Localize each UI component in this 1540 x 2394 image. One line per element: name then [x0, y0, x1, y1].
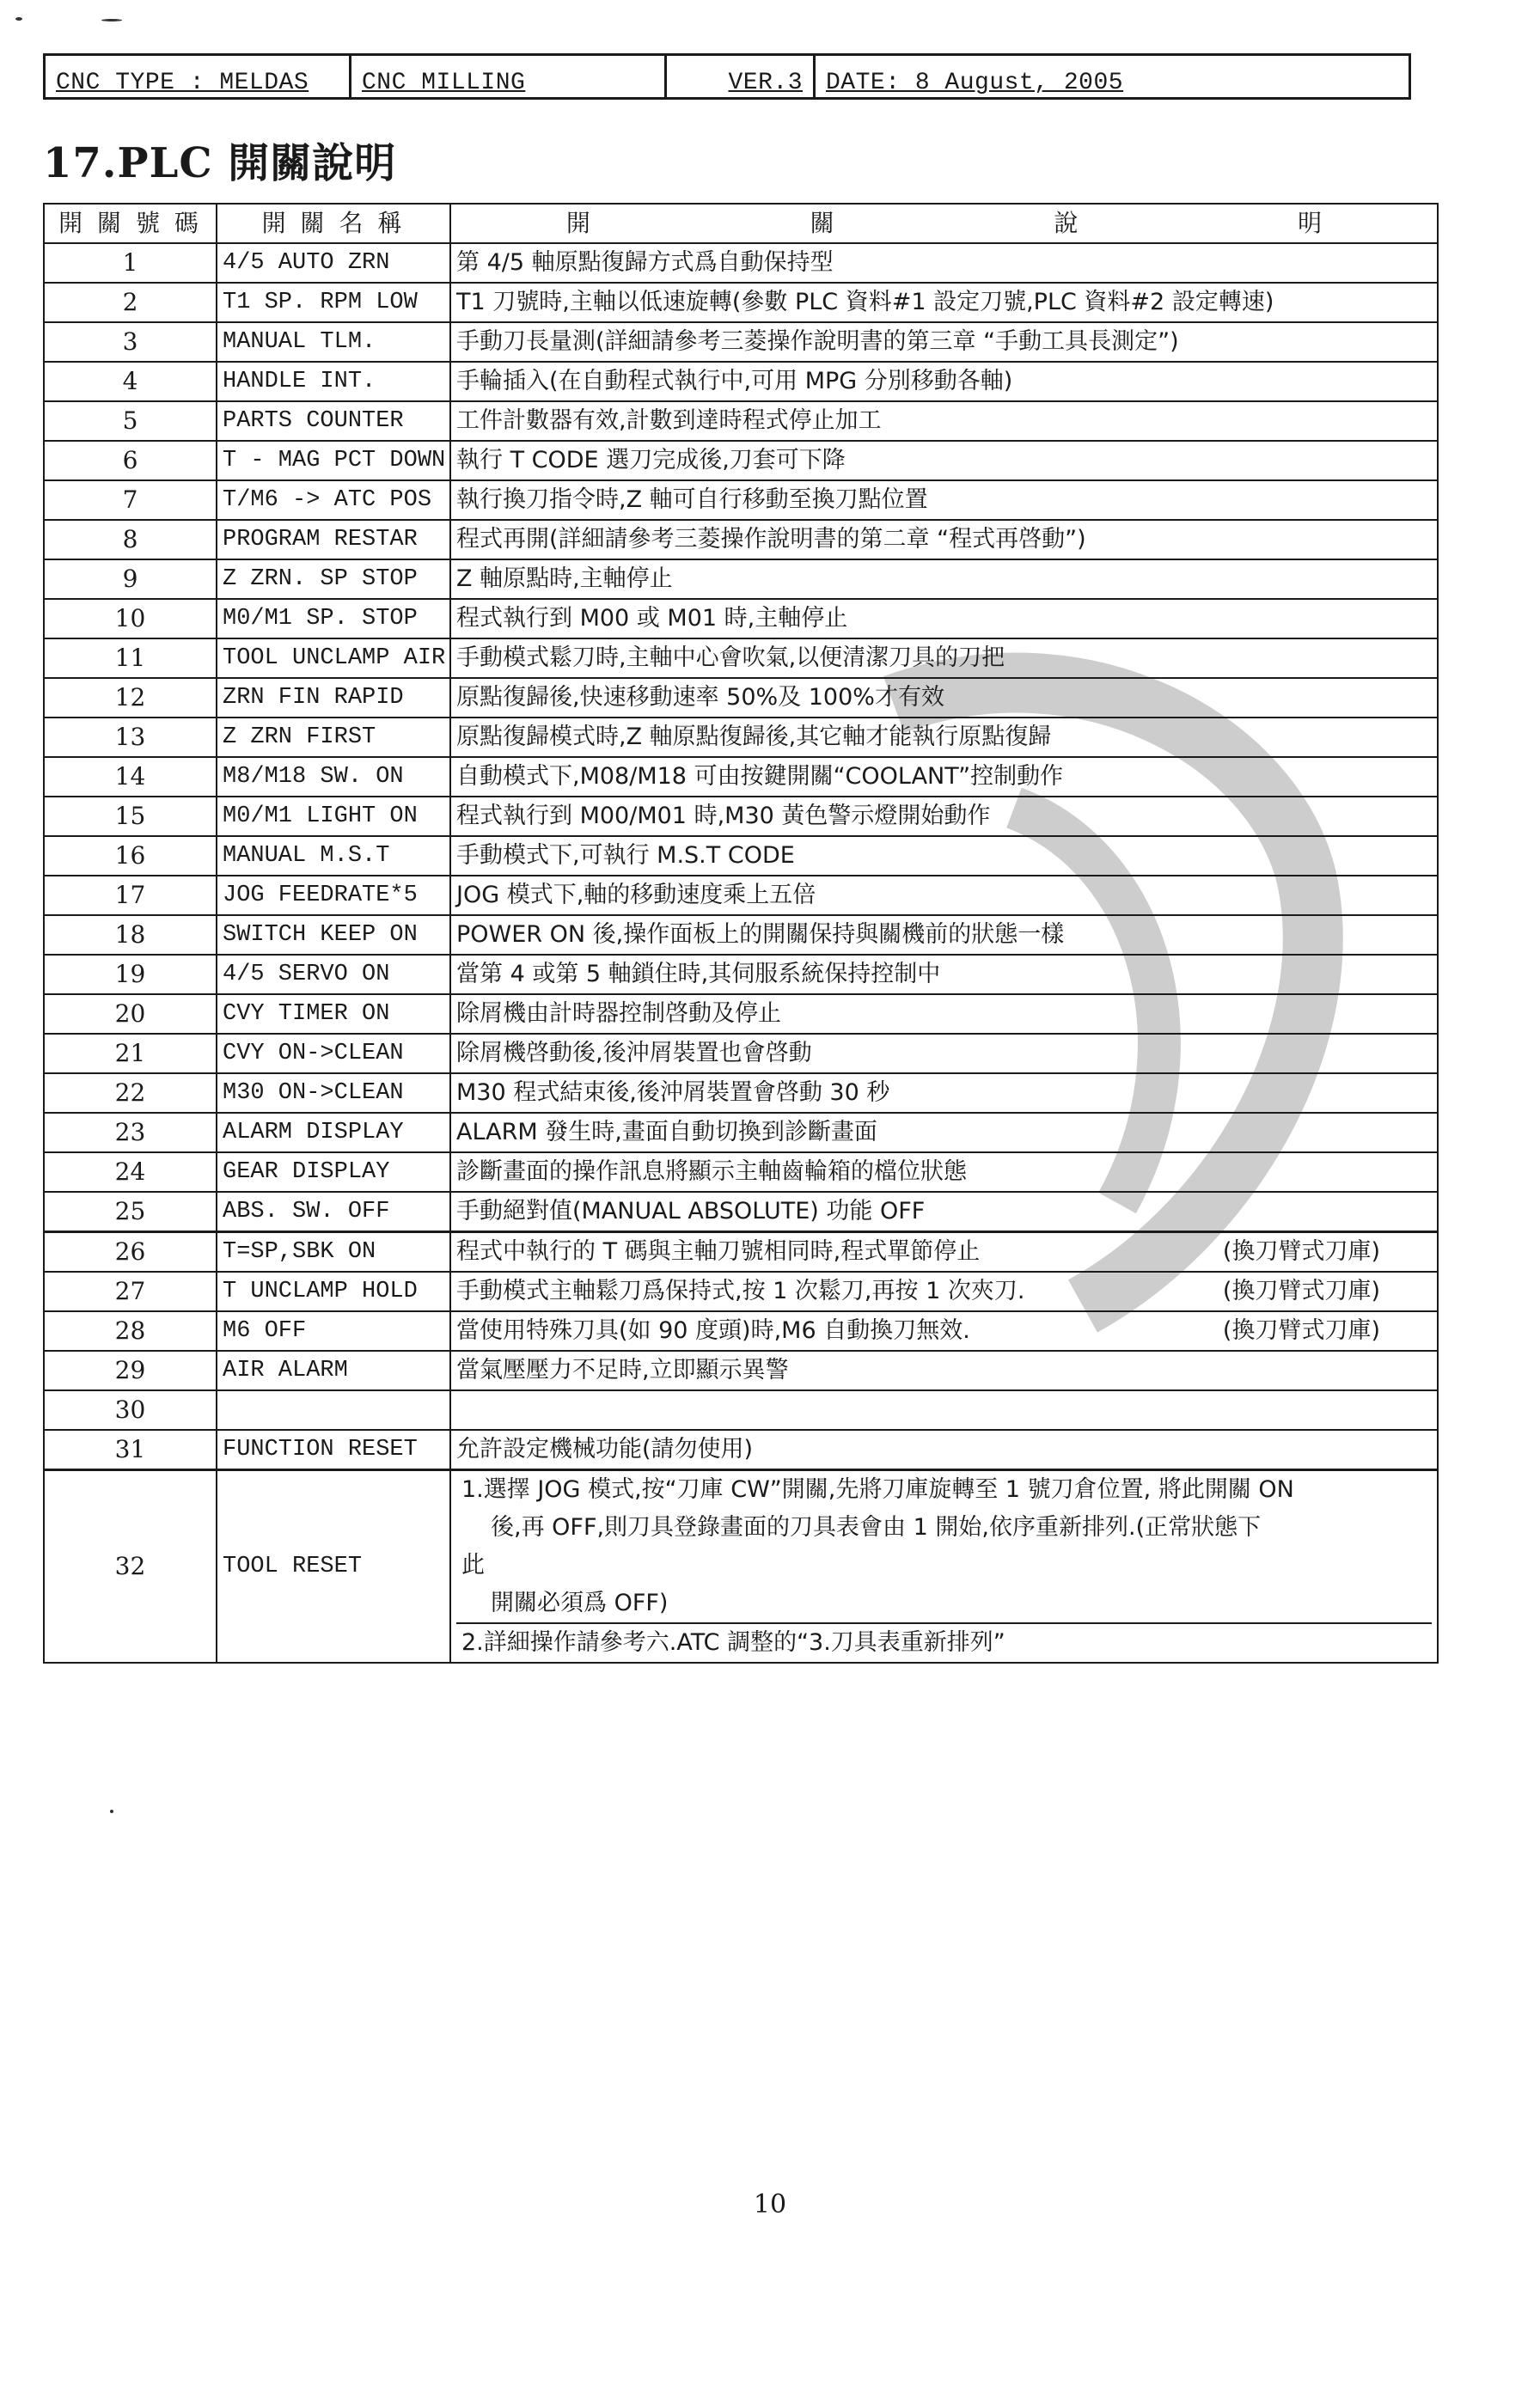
row-switch-name: 4/5 SERVO ON — [217, 955, 450, 994]
row-switch-name — [217, 1390, 450, 1430]
row-description — [450, 1311, 1438, 1351]
header-switch-description — [450, 204, 1438, 243]
row-description — [450, 638, 1438, 678]
row-description — [450, 441, 1438, 480]
row-switch-name: FUNCTION RESET — [217, 1430, 450, 1470]
row-description — [450, 1034, 1438, 1073]
table-row — [44, 283, 1438, 322]
row-description — [450, 1113, 1438, 1152]
row-switch-name: PARTS COUNTER — [217, 401, 450, 441]
row-description-text: ALARM 發生時,畫面自動切換到診斷畫面 — [456, 1119, 877, 1145]
row-switch-name: SWITCH KEEP ON — [217, 915, 450, 955]
desc-line: 2.詳細操作請參考六.ATC 調整的“3.刀具表重新排列” — [461, 1629, 1005, 1656]
row-description-text: 除屑機啓動後,後沖屑裝置也會啓動 — [456, 1040, 812, 1066]
row-switch-name: GEAR DISPLAY — [217, 1152, 450, 1192]
row-switch-name: PROGRAM RESTAR — [217, 520, 450, 559]
row-number: 29 — [44, 1351, 217, 1390]
row-number: 11 — [44, 638, 217, 678]
row-description-text: 程式中執行的 T 碼與主軸刀號相同時,程式單節停止 — [456, 1238, 981, 1265]
table-row — [44, 955, 1438, 994]
header-date: DATE: 8 August, 2005 — [826, 70, 1124, 96]
table-row — [44, 994, 1438, 1034]
table-row — [44, 480, 1438, 520]
row-description-text: 手輪插入(在自動程式執行中,可用 MPG 分別移動各軸) — [456, 368, 1013, 394]
row-switch-name: ZRN FIN RAPID — [217, 678, 450, 718]
row-number: 15 — [44, 797, 217, 836]
table-row — [44, 599, 1438, 638]
row-description-text: 手動模式鬆刀時,主軸中心會吹氣,以便清潔刀具的刀把 — [456, 644, 1005, 671]
table-row — [44, 362, 1438, 401]
row-number: 23 — [44, 1113, 217, 1152]
table-row — [44, 1311, 1438, 1351]
row-number: 20 — [44, 994, 217, 1034]
row-number: 2 — [44, 283, 217, 322]
table-row — [44, 322, 1438, 362]
row-number: 31 — [44, 1430, 217, 1470]
header-desc-char: 明 — [1298, 209, 1323, 237]
row-description — [450, 994, 1438, 1034]
row-description-text: 手動刀長量測(詳細請參考三菱操作說明書的第三章 “手動工具長測定”) — [456, 328, 1179, 355]
row-description — [450, 1390, 1438, 1430]
row-description — [450, 1232, 1438, 1273]
row-number: 16 — [44, 836, 217, 876]
row-description-text: 當氣壓壓力不足時,立即顯示異警 — [456, 1357, 789, 1383]
table-row — [44, 1192, 1438, 1232]
row-switch-name: Z ZRN. SP STOP — [217, 559, 450, 599]
row-description — [450, 243, 1438, 283]
row-number: 22 — [44, 1073, 217, 1113]
row-switch-name: M6 OFF — [217, 1311, 450, 1351]
table-row — [44, 638, 1438, 678]
row-number: 21 — [44, 1034, 217, 1073]
row-description — [450, 915, 1438, 955]
row-description — [450, 283, 1438, 322]
row-description-text: POWER ON 後,操作面板上的開關保持與關機前的狀態一樣 — [456, 921, 1065, 948]
scan-speck — [15, 17, 22, 21]
row-number: 5 — [44, 401, 217, 441]
table-row — [44, 1034, 1438, 1073]
row-description — [450, 836, 1438, 876]
row-number: 27 — [44, 1272, 217, 1311]
scan-speck — [101, 19, 122, 21]
row-description — [450, 362, 1438, 401]
row-description-text: 程式再開(詳細請參考三菱操作說明書的第二章 “程式再啓動”) — [456, 526, 1086, 553]
row-description-text: 手動模式主軸鬆刀爲保持式,按 1 次鬆刀,再按 1 次夾刀. — [456, 1278, 1025, 1304]
row-switch-name: MANUAL M.S.T — [217, 836, 450, 876]
row-description-text: 程式執行到 M00 或 M01 時,主軸停止 — [456, 605, 848, 632]
header-cnc-type: CNC TYPE : MELDAS — [46, 56, 351, 97]
row-description-text: 手動模式下,可執行 M.S.T CODE — [456, 842, 795, 869]
row-number: 7 — [44, 480, 217, 520]
table-row-tool-reset — [44, 1470, 1438, 1664]
row-description-text: 程式執行到 M00/M01 時,M30 黃色警示燈開始動作 — [456, 803, 991, 829]
row-description-text: 原點復歸後,快速移動速率 50%及 100%才有效 — [456, 684, 944, 711]
row-switch-name: M30 ON->CLEAN — [217, 1073, 450, 1113]
row-number: 4 — [44, 362, 217, 401]
row-number: 6 — [44, 441, 217, 480]
row-description — [450, 480, 1438, 520]
row-description-text: Z 軸原點時,主軸停止 — [456, 565, 673, 592]
table-row — [44, 1390, 1438, 1430]
header-switch-number: 開 關 號 碼 — [44, 204, 217, 243]
row-description-text: 允許設定機械功能(請勿使用) — [456, 1436, 754, 1463]
row-switch-name: Z ZRN FIRST — [217, 718, 450, 757]
row-description — [450, 520, 1438, 559]
document-header — [43, 53, 1411, 100]
table-row — [44, 915, 1438, 955]
row-description-text: 工件計數器有效,計數到達時程式停止加工 — [456, 407, 882, 434]
row-description-text: T1 刀號時,主軸以低速旋轉(參數 PLC 資料#1 設定刀號,PLC 資料#2 設定轉速) — [456, 289, 1274, 315]
table-row — [44, 836, 1438, 876]
row-switch-name: T1 SP. RPM LOW — [217, 283, 450, 322]
row-switch-name: M0/M1 SP. STOP — [217, 599, 450, 638]
row-description — [450, 599, 1438, 638]
row-switch-name: CVY ON->CLEAN — [217, 1034, 450, 1073]
row-number: 9 — [44, 559, 217, 599]
row-description — [450, 1430, 1438, 1470]
row-number: 32 — [44, 1470, 217, 1664]
table-row — [44, 401, 1438, 441]
desc-line: 1.選擇 JOG 模式,按“刀庫 CW”開關,先將刀庫旋轉至 1 號刀倉位置, 將此開關 ON — [461, 1476, 1294, 1503]
row-description — [450, 678, 1438, 718]
header-machine: CNC MILLING — [351, 56, 667, 97]
row-switch-name: ABS. SW. OFF — [217, 1192, 450, 1232]
row-switch-name: M0/M1 LIGHT ON — [217, 797, 450, 836]
table-row — [44, 718, 1438, 757]
table-row — [44, 1351, 1438, 1390]
desc-line: 此 — [461, 1552, 485, 1579]
table-row — [44, 1430, 1438, 1470]
row-description-text: 自動模式下,M08/M18 可由按鍵開關“COOLANT”控制動作 — [456, 763, 1064, 790]
row-number: 18 — [44, 915, 217, 955]
row-description — [450, 1351, 1438, 1390]
table-row — [44, 876, 1438, 915]
row-switch-name: T UNCLAMP HOLD — [217, 1272, 450, 1311]
row-number: 24 — [44, 1152, 217, 1192]
row-switch-name: 4/5 AUTO ZRN — [217, 243, 450, 283]
row-switch-name: T=SP,SBK ON — [217, 1232, 450, 1273]
plc-switch-table — [43, 203, 1439, 1664]
row-description — [450, 1152, 1438, 1192]
row-description-text: 手動絕對值(MANUAL ABSOLUTE) 功能 OFF — [456, 1198, 926, 1224]
table-header-row — [44, 204, 1438, 243]
table-row — [44, 757, 1438, 797]
table-row — [44, 1113, 1438, 1152]
row-description-text: 第 4/5 軸原點復歸方式爲自動保持型 — [456, 249, 834, 276]
row-switch-name: M8/M18 SW. ON — [217, 757, 450, 797]
page-title: 17.PLC 開關說明 — [43, 139, 397, 187]
row-switch-name: AIR ALARM — [217, 1351, 450, 1390]
page-number: 10 — [753, 2189, 787, 2220]
table-row — [44, 441, 1438, 480]
row-description-text: 執行 T CODE 選刀完成後,刀套可下降 — [456, 447, 846, 473]
row-number: 14 — [44, 757, 217, 797]
row-description-multi — [450, 1470, 1438, 1664]
table-row — [44, 797, 1438, 836]
row-description-text: 執行換刀指令時,Z 軸可自行移動至換刀點位置 — [456, 486, 928, 513]
desc-line: 後,再 OFF,則刀具登錄畫面的刀具表會由 1 開始,依序重新排列.(正常狀態下 — [491, 1514, 1262, 1541]
row-switch-name: TOOL RESET — [217, 1470, 450, 1664]
row-number: 10 — [44, 599, 217, 638]
row-description — [450, 955, 1438, 994]
row-switch-name: ALARM DISPLAY — [217, 1113, 450, 1152]
row-number: 13 — [44, 718, 217, 757]
header-desc-char: 說 — [1054, 209, 1079, 237]
row-number: 26 — [44, 1232, 217, 1273]
table-row — [44, 1152, 1438, 1192]
row-description — [450, 559, 1438, 599]
table-row — [44, 520, 1438, 559]
row-number: 17 — [44, 876, 217, 915]
desc-line: 開關必須爲 OFF) — [456, 1585, 1432, 1624]
row-description — [450, 1272, 1438, 1311]
row-description — [450, 322, 1438, 362]
row-switch-name: JOG FEEDRATE*5 — [217, 876, 450, 915]
header-version: VER.3 — [667, 56, 816, 97]
row-description-text: JOG 模式下,軸的移動速度乘上五倍 — [456, 882, 816, 908]
row-number: 25 — [44, 1192, 217, 1232]
row-number: 8 — [44, 520, 217, 559]
row-description-text: 除屑機由計時器控制啓動及停止 — [456, 1000, 781, 1027]
row-switch-name: MANUAL TLM. — [217, 322, 450, 362]
row-switch-name: T/M6 -> ATC POS — [217, 480, 450, 520]
row-description — [450, 1073, 1438, 1113]
row-description — [450, 718, 1438, 757]
row-number: 19 — [44, 955, 217, 994]
row-number: 12 — [44, 678, 217, 718]
row-description-note: (換刀臂式刀庫) — [1222, 1238, 1380, 1265]
table-row — [44, 1232, 1438, 1273]
row-number: 30 — [44, 1390, 217, 1430]
header-desc-char: 關 — [810, 209, 834, 237]
table-row — [44, 243, 1438, 283]
row-description — [450, 1192, 1438, 1232]
row-switch-name: TOOL UNCLAMP AIR — [217, 638, 450, 678]
row-description-text: 當第 4 或第 5 軸鎖住時,其伺服系統保持控制中 — [456, 961, 941, 987]
row-description-note: (換刀臂式刀庫) — [1222, 1278, 1380, 1304]
table-row — [44, 1073, 1438, 1113]
row-switch-name: HANDLE INT. — [217, 362, 450, 401]
row-description-text: 診斷畫面的操作訊息將顯示主軸齒輪箱的檔位狀態 — [456, 1158, 967, 1185]
row-description-text: 原點復歸模式時,Z 軸原點復歸後,其它軸才能執行原點復歸 — [456, 724, 1052, 750]
table-row — [44, 1272, 1438, 1311]
row-description — [450, 797, 1438, 836]
row-number: 1 — [44, 243, 217, 283]
row-number: 28 — [44, 1311, 217, 1351]
row-description-note: (換刀臂式刀庫) — [1222, 1317, 1380, 1344]
scan-speck — [110, 1810, 113, 1813]
table-row — [44, 559, 1438, 599]
row-description-text: M30 程式結束後,後沖屑裝置會啓動 30 秒 — [456, 1079, 890, 1106]
table-row — [44, 678, 1438, 718]
row-description — [450, 757, 1438, 797]
row-switch-name: T - MAG PCT DOWN — [217, 441, 450, 480]
row-description — [450, 401, 1438, 441]
header-desc-char: 開 — [565, 209, 590, 237]
header-switch-name: 開 關 名 稱 — [217, 204, 450, 243]
row-number: 3 — [44, 322, 217, 362]
row-description-text: 當使用特殊刀具(如 90 度頭)時,M6 自動換刀無效. — [456, 1317, 970, 1344]
row-switch-name: CVY TIMER ON — [217, 994, 450, 1034]
row-description — [450, 876, 1438, 915]
